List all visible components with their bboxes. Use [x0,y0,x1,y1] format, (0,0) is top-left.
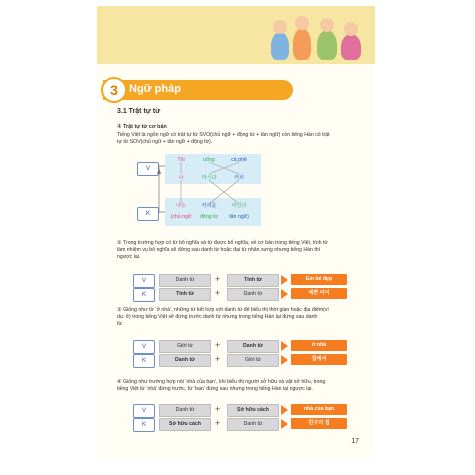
label-v: V [133,274,155,288]
arrow-right-icon [281,275,288,285]
part2-text-line2: làm nhiệm vụ bổ nghĩa sẽ đứng sau danh từ hoặc đại từ nhân xưng nhưng tiếng Hàn thì [117,247,321,253]
part3-v-cell2: Danh từ [227,340,279,353]
label-k: K [137,207,159,221]
part2-v-cell1: Danh từ [159,274,211,287]
arrow-right-icon [281,289,288,299]
ko-verb: 마신다 [231,203,247,209]
label-v: V [133,404,155,418]
part4-k-cell1: Sở hữu cách [159,418,211,431]
plus-icon: + [215,340,221,350]
plus-icon: + [215,404,221,414]
vn-verb: uống [203,157,215,163]
v-k-bracket [155,164,169,224]
gloss-object: tân ngữ) [229,214,249,220]
page-number: 17 [351,438,359,445]
part1-title: ① Trật tự từ cơ bản [117,124,167,130]
part4-k-result: 친구의 집 [291,418,347,429]
part4-text-line1: ④ Giống như trường hợp nói ‘nhà của bạn’, khi biểu thị người sở hữu và vật sở hữu, trong [117,379,326,385]
part4-text-line2: tiếng Việt từ ‘nhà’ đứng trước, từ ‘bạn’ đứng sau nhưng trong tiếng Hàn lại ngược lại. [117,386,313,392]
vn-object: cà phê [231,157,247,163]
label-k: K [133,418,155,432]
label-k: K [133,288,155,302]
ko-object: 커피를 [201,203,217,209]
label-k: K [133,354,155,368]
part2-v-cell2: Tính từ [227,274,279,287]
section-header [103,80,293,100]
part3-text-line2: dụ: ở) trong tiếng Việt sẽ đứng trước danh từ nhưng trong tiếng Hàn lại đứng sau danh [117,314,318,320]
label-v: V [137,162,159,176]
part2-text-line3: ngược lại. [117,254,141,260]
part3-k-result: 집에서 [291,354,347,365]
part3-k-cell2: Giới từ [227,354,279,367]
label-v: V [133,340,155,354]
sov-diagram [165,154,261,226]
vn-subject: Tôi [177,157,185,163]
part4-v-cell1: Danh từ [159,404,211,417]
ko-subject-top: 나 [178,175,184,181]
section-number: 3 [101,77,127,103]
part2-v-result: Em bé đẹp [291,274,347,285]
part2-k-cell1: Tính từ [159,288,211,301]
gloss-subject: (chủ ngữ [170,214,192,220]
part4-k-cell2: Danh từ [227,418,279,431]
header-banner [97,6,375,64]
textbook-page [97,6,375,458]
part4-v-cell2: Sở hữu cách [227,404,279,417]
arrow-right-icon [281,341,288,351]
subsection-title: 3.1 Trật tự từ [117,108,161,115]
ko-object-top: 커피 [233,175,245,181]
part3-k-cell1: Danh từ [159,354,211,367]
plus-icon: + [215,354,221,364]
ko-verb-top: 마시다 [201,175,217,181]
part3-text-line3: từ. [117,321,124,327]
arrow-right-icon [281,405,288,415]
part2-k-result: 예쁜 아이 [291,288,347,299]
part2-text-line1: ② Trong trường hợp có từ bổ nghĩa và từ được bổ nghĩa, về cơ bản trong tiếng Việt, tính từ [117,240,328,246]
part2-k-cell2: Danh từ [227,288,279,301]
part3-v-cell1: Giới từ [159,340,211,353]
part3-text-line1: ③ Giống như từ ‘ở nhà’, những từ kết hợp với danh từ để biểu thị thời gian hoặc địa điểm(ví [117,307,329,313]
ko-subject: 나는 [175,203,187,209]
part1-text-line2: tự từ SOV(chủ ngữ + tân ngữ + động từ). [117,139,213,145]
arrow-right-icon [281,419,288,429]
section-title: Ngữ pháp [129,83,181,95]
gloss-verb: động từ [200,214,218,220]
plus-icon: + [215,288,221,298]
plus-icon: + [215,418,221,428]
arrow-right-icon [281,355,288,365]
part4-v-result: nhà của bạn [291,404,347,415]
children-illustration [271,14,367,60]
part3-v-result: ở nhà [291,340,347,351]
plus-icon: + [215,274,221,284]
part1-text-line1: Tiếng Việt là ngôn ngữ có trật tự từ SVO(chủ ngữ + động từ + tân ngữ) còn tiếng Hàn có trật [117,132,330,138]
